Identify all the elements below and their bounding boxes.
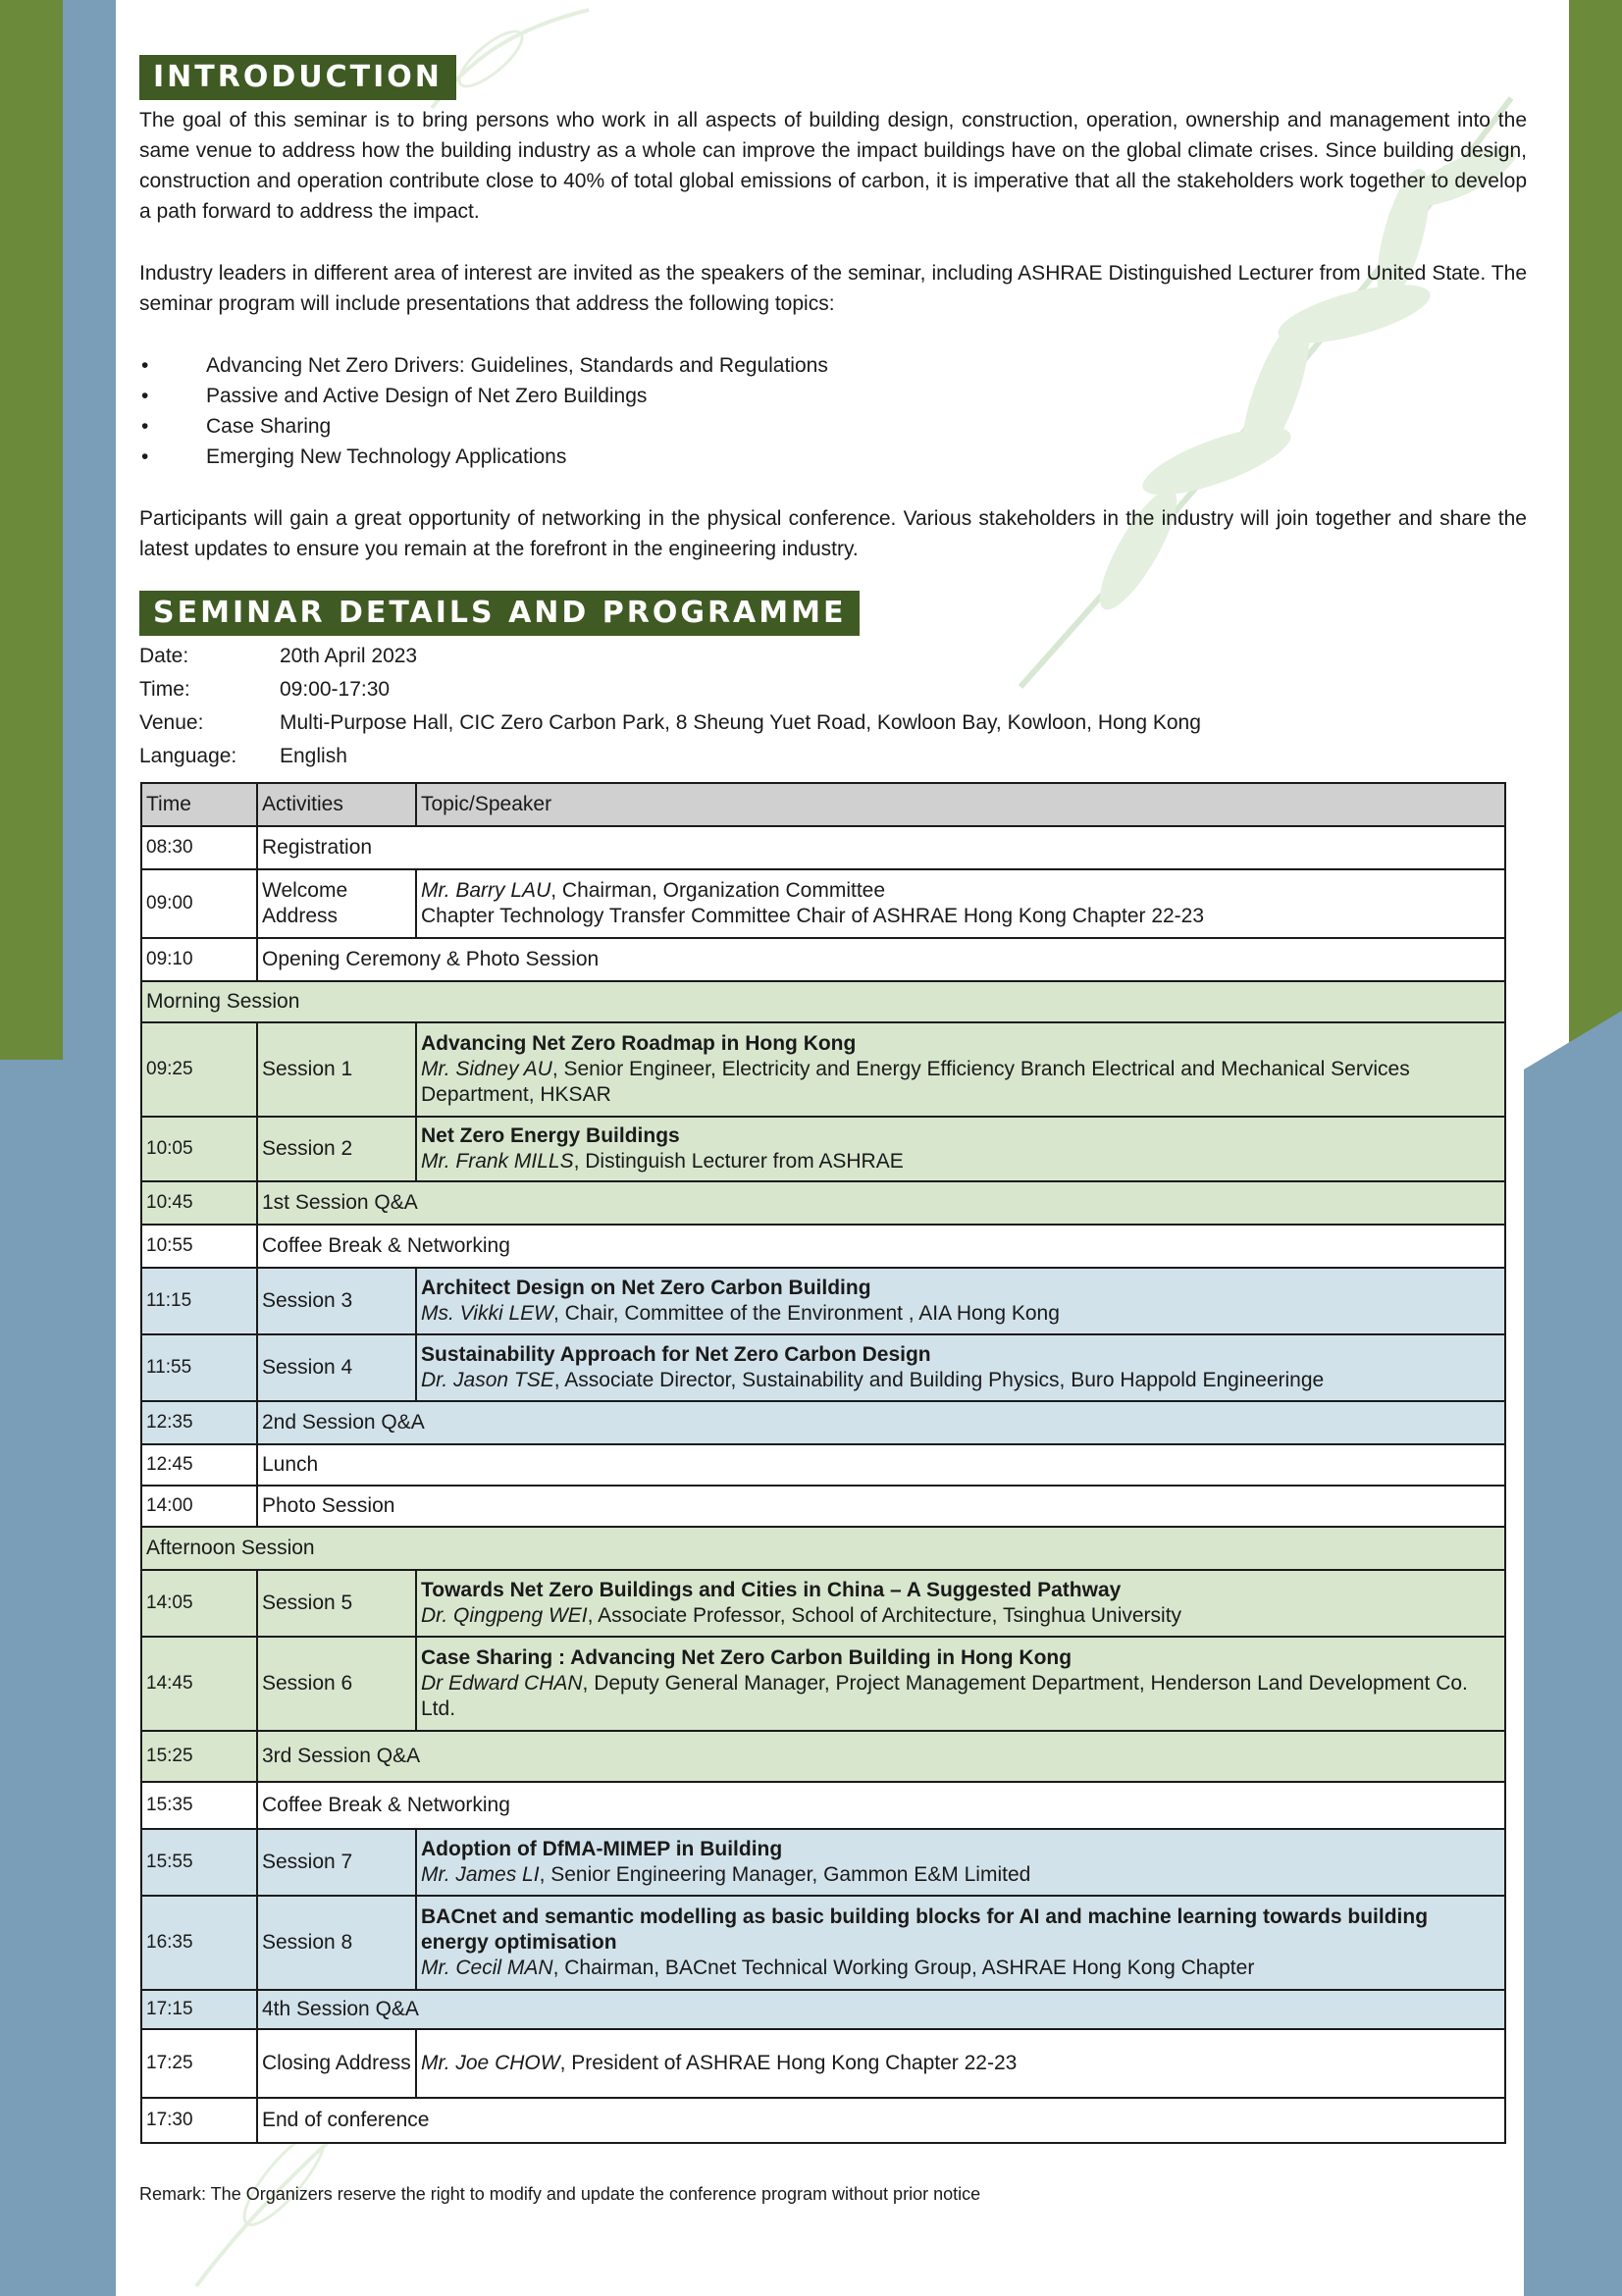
bullet-icon: • bbox=[141, 445, 149, 468]
table-row: 10:45 1st Session Q&A bbox=[141, 1181, 1505, 1225]
right-green-band bbox=[1569, 0, 1622, 1079]
left-green-band bbox=[0, 0, 63, 1148]
seminar-details-heading: SEMINAR DETAILS AND PROGRAMME bbox=[139, 591, 860, 636]
table-row-afternoon-session: Afternoon Session bbox=[141, 1527, 1505, 1570]
bullet-icon: • bbox=[141, 354, 149, 377]
detail-row-language: Language: English bbox=[139, 745, 347, 767]
table-header-row bbox=[141, 783, 1505, 826]
table-row: 11:55 Session 4 Sustainability Approach for Net Zero Carbon Design Dr. Jason TSE, Associate Director, Sustainability and Building Physics, Buro Happold Engineeringe bbox=[141, 1334, 1505, 1401]
table-row: 12:35 2nd Session Q&A bbox=[141, 1401, 1505, 1444]
table-row: 17:15 4th Session Q&A bbox=[141, 1990, 1505, 2029]
table-row: 08:30 Registration bbox=[141, 826, 1505, 869]
intro-paragraph-2: Industry leaders in different area of interest are invited as the speakers of the seminar, including ASHRAE Distinguished Lecturer from United State. The seminar program will include presentations that address the following topics: bbox=[139, 262, 1527, 315]
table-row: 10:05 Session 2 Net Zero Energy Buildings Mr. Frank MILLS, Distinguish Lecturer from ASHRAE bbox=[141, 1117, 1505, 1181]
table-row: 15:55 Session 7 Adoption of DfMA-MIMEP in Building Mr. James LI, Senior Engineering Manager, Gammon E&M Limited bbox=[141, 1829, 1505, 1896]
table-row: 09:10 Opening Ceremony & Photo Session bbox=[141, 938, 1505, 981]
table-row: 17:25 Closing Address Mr. Joe CHOW, President of ASHRAE Hong Kong Chapter 22-23 bbox=[141, 2029, 1505, 2098]
table-row-morning-session: Morning Session bbox=[141, 981, 1505, 1022]
detail-row-time: Time: 09:00-17:30 bbox=[139, 678, 391, 701]
header-activities: Activities bbox=[257, 783, 416, 826]
bullet-icon: • bbox=[141, 385, 149, 407]
topics-list bbox=[139, 350, 1317, 472]
programme-table bbox=[140, 782, 1506, 2144]
table-row: 15:25 3rd Session Q&A bbox=[141, 1731, 1505, 1782]
list-item: • Passive and Active Design of Net Zero Buildings bbox=[139, 381, 1317, 411]
bullet-icon: • bbox=[141, 415, 149, 438]
table-row: 11:15 Session 3 Architect Design on Net Zero Carbon Building Ms. Vikki LEW, Chair, Committee of the Environment , AIA Hong Kong bbox=[141, 1268, 1505, 1334]
seminar-details bbox=[139, 640, 1201, 773]
detail-row-venue: Venue: Multi-Purpose Hall, CIC Zero Carbon Park, 8 Sheung Yuet Road, Kowloon Bay, Kowloon, Hong Kong bbox=[139, 711, 1201, 734]
table-row: 17:30 End of conference bbox=[141, 2098, 1505, 2143]
right-blue-band bbox=[1524, 1011, 1622, 2296]
header-topic: Topic/Speaker bbox=[416, 783, 1505, 826]
intro-paragraph-1: The goal of this seminar is to bring persons who work in all aspects of building design, construction, operation, ownership and management into the same venue to address how the building industry as a whole can improve the impact buildings have on the global climate crises. Since building design, construction and operation contribute close to 40% of total global emissions of carbon, it is imperative that all the stakeholders work together to develop a path forward to address the impact. bbox=[139, 109, 1527, 223]
table-row: 16:35 Session 8 BACnet and semantic modelling as basic building blocks for AI and machine learning towards building energy optimisation Mr. Cecil MAN, Chairman, BACnet Technical Working Group, ASHRAE Hong Kong Chapter bbox=[141, 1896, 1505, 1990]
list-item: • Emerging New Technology Applications bbox=[139, 442, 1317, 472]
left-blue-band bbox=[0, 1060, 116, 2296]
introduction-heading: INTRODUCTION bbox=[139, 55, 456, 100]
list-item: • Case Sharing bbox=[139, 411, 1317, 442]
table-row: 09:25 Session 1 Advancing Net Zero Roadmap in Hong Kong Mr. Sidney AU, Senior Engineer, Electricity and Energy Efficiency Branch Electrical and Mechanical Services Department, HKSAR bbox=[141, 1022, 1505, 1117]
table-row: 14:45 Session 6 Case Sharing : Advancing Net Zero Carbon Building in Hong Kong Dr Edward CHAN, Deputy General Manager, Project Management Department, Henderson Land Development Co. Ltd. bbox=[141, 1637, 1505, 1731]
detail-row-date: Date: 20th April 2023 bbox=[139, 645, 418, 667]
table-row: 14:00 Photo Session bbox=[141, 1486, 1505, 1527]
list-item: • Advancing Net Zero Drivers: Guidelines, Standards and Regulations bbox=[139, 350, 1317, 381]
table-row: 15:35 Coffee Break & Networking bbox=[141, 1782, 1505, 1829]
table-row: 14:05 Session 5 Towards Net Zero Buildings and Cities in China – A Suggested Pathway Dr. Qingpeng WEI, Associate Professor, School of Architecture, Tsinghua University bbox=[141, 1570, 1505, 1637]
table-row: 10:55 Coffee Break & Networking bbox=[141, 1225, 1505, 1268]
header-time: Time bbox=[141, 783, 257, 826]
table-row: 09:00 Welcome Address Mr. Barry LAU, Chairman, Organization Committee Chapter Technology Transfer Committee Chair of ASHRAE Hong Kong Chapter 22-23 bbox=[141, 869, 1505, 938]
remark-note: Remark: The Organizers reserve the right to modify and update the conference program without prior notice bbox=[139, 2184, 981, 2204]
table-row: 12:45 Lunch bbox=[141, 1444, 1505, 1486]
intro-paragraph-3: Participants will gain a great opportunity of networking in the physical conference. Various stakeholders in the industry will join together and share the latest updates to ensure you remain at the forefront in the engineering industry. bbox=[139, 507, 1527, 560]
